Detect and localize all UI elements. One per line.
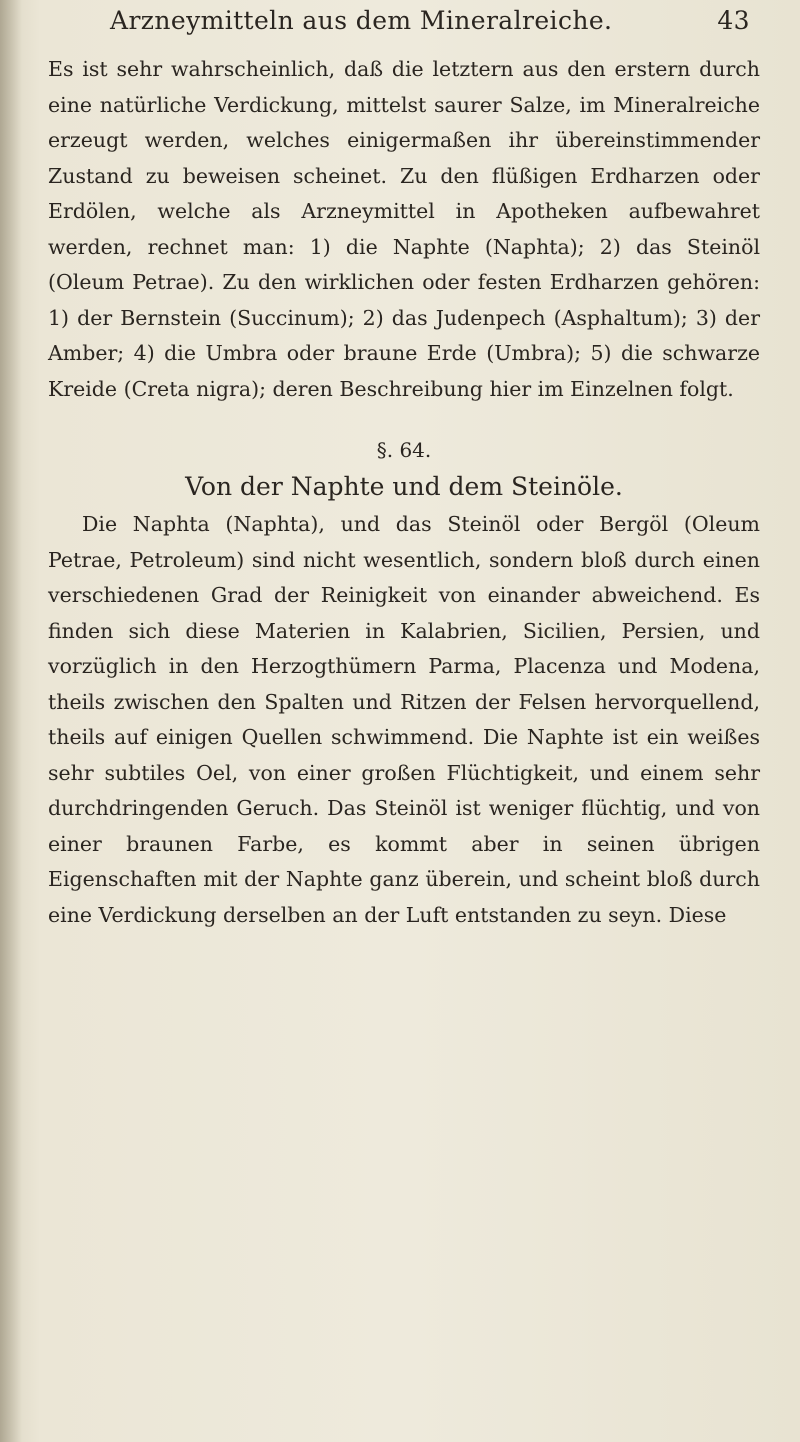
running-header: [110, 4, 750, 40]
running-title: Arzneymitteln aus dem Mineralreiche.: [110, 6, 613, 35]
section-number: §. 64.: [376, 438, 432, 462]
paragraph-intro: Es ist sehr wahrscheinlich, daß die letztern aus den erstern durch eine natürliche Verdickung, mittelst saurer Salze, im Mineralreiche erzeugt werden, welches einigermaßen ihr übereinstimmender Zustand zu beweisen scheinet. Zu den flüßigen Erdharzen oder Erdölen, welche als Arzneymittel in Apotheken aufbewahret werden, rechnet man: 1) die Naphte (Naphta); 2) das Steinöl (Oleum Petrae). Zu den wirklichen oder festen Erdharzen gehören: 1) der Bernstein (Succinum); 2) das Judenpech (Asphaltum); 3) der Amber; 4) die Umbra oder braune Erde (Umbra); 5) die schwarze Kreide (Creta nigra); deren Beschreibung hier im Einzelnen folgt.: [48, 57, 760, 401]
paragraph-naphta: Die Naphta (Naphta), und das Steinöl oder Bergöl (Oleum Petrae, Petroleum) sind nicht wesentlich, sondern bloß durch einen verschiedenen Grad der Reinigkeit von einander abweichend. Es finden sich diese Materien in Kalabrien, Sicilien, Persien, und vorzüglich in den Herzogthümern Parma, Placenza und Modena, theils zwischen den Spalten und Ritzen der Felsen hervorquellend, theils auf einigen Quellen schwimmend. Die Naphte ist ein weißes sehr subtiles Oel, von einer großen Flüchtigkeit, und einem sehr durchdringenden Geruch. Das Steinöl ist weniger flüchtig, und von einer braunen Farbe, es kommt aber in seinen übrigen Eigenschaften mit der Naphte ganz überein, und scheint bloß durch eine Verdickung derselben an der Luft entstanden zu seyn. Diese: [48, 512, 760, 927]
page-number: 43: [717, 6, 750, 35]
body-text: [48, 52, 760, 933]
section-title: Von der Naphte und dem Steinöle.: [185, 472, 623, 501]
binding-shadow: [0, 0, 22, 1442]
